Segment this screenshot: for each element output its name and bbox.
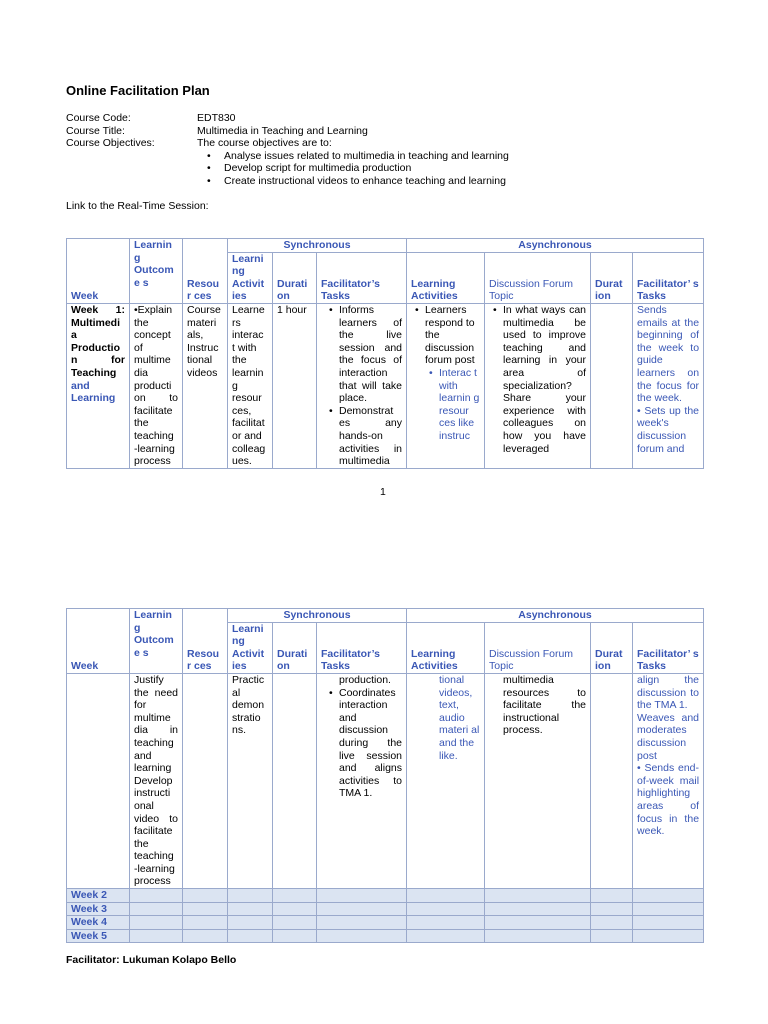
objective-item: • Develop script for multimedia production	[224, 162, 509, 175]
async-duration-cell	[591, 673, 633, 888]
async-learning-cell	[407, 673, 485, 888]
duration-cell: 1 hour	[273, 303, 317, 468]
header-async-facilitators-tasks: Facilitator’ s Tasks	[633, 622, 704, 673]
week-1-title-cont: and Learning	[71, 379, 116, 405]
week-2-label: Week 2	[67, 889, 130, 903]
header-async-duration: Durat ion	[591, 622, 633, 673]
learning-outcome-cell: •Explain the concept of multime dia producti on to facilitate the teaching -learning process	[130, 303, 183, 468]
week-1-title: Week 1: Multimedi a Productio n for Teaching	[71, 303, 125, 379]
header-async-learning-activities: Learning Activities	[407, 252, 485, 303]
async-task-text: align the discussion to the TMA 1.	[637, 673, 700, 712]
page-number: 1	[380, 486, 386, 498]
objective-item: • Create instructional videos to enhance teaching and learning	[224, 175, 509, 188]
header-facilitators-tasks: Facilitator’s Tasks	[317, 622, 407, 673]
discussion-topic-continued: multimedia resources to facilitate the instructional process.	[503, 673, 587, 737]
async-learning-cell	[407, 303, 485, 468]
async-learning-sub-item: • Interac t with learnin g resour ces like instruc	[439, 367, 480, 443]
async-learning-continued: tional videos, text, audio materi al and the like.	[439, 673, 480, 762]
header-async-facilitators-tasks: Facilitator’ s Tasks	[633, 252, 704, 303]
facilitation-table-page1	[66, 238, 704, 469]
async-tasks-cell	[633, 673, 704, 888]
discussion-topic-cell	[485, 303, 591, 468]
facilitator-task-item: • Demonstrat es any hands-on activities in multimedia	[339, 405, 402, 468]
async-task-text: Weaves and moderates discussion post	[637, 711, 700, 762]
header-week: Week	[67, 609, 130, 674]
facilitation-table-page2	[66, 608, 704, 943]
header-learning-activities: Learni ng Activit ies	[228, 252, 273, 303]
facilitator-tasks-cell	[317, 673, 407, 888]
facilitator-task-item: • Informs learners of the live session and the focus of interaction that will take place.	[339, 304, 402, 405]
learning-activities-cell: Learne rs interac t with the learnin g resour ces, facilitat or and colleag ues.	[228, 303, 273, 468]
async-task-text: Sends emails at the beginning of the week to guide learners on the focus for the week.	[637, 303, 700, 405]
course-code: EDT830	[197, 112, 236, 124]
async-task-text: • Sends end-of-week mail highlighting areas of focus in the week.	[637, 762, 700, 838]
learning-outcome-cell: Justify the need for multime dia in teaching and learning Develop instructi onal video to facilitate the teaching -learning process	[130, 673, 183, 888]
header-facilitators-tasks: Facilitator’s Tasks	[317, 252, 407, 303]
async-task-text: • Sets up the week's discussion forum and	[637, 404, 700, 455]
week-4-label: Week 4	[67, 916, 130, 930]
resources-cell: Course materi als, Instruc tional videos	[183, 303, 228, 468]
header-duration: Durati on	[273, 252, 317, 303]
course-title: Multimedia in Teaching and Learning	[197, 124, 368, 137]
header-async-learning-activities: Learning Activities	[407, 622, 485, 673]
real-time-session-link-label: Link to the Real-Time Session:	[66, 200, 209, 212]
objectives-list	[66, 150, 509, 188]
header-learning-outcomes: Learning Outcome s	[130, 239, 183, 304]
async-learning-item: • Learners respond to the discussion forum post	[425, 304, 480, 367]
header-asynchronous: Asynchronous	[407, 609, 704, 623]
header-resources: Resour ces	[183, 239, 228, 304]
async-tasks-cell	[633, 303, 704, 468]
header-duration: Durati on	[273, 622, 317, 673]
week-5-label: Week 5	[67, 929, 130, 943]
header-discussion-topic: Discussion Forum Topic	[485, 622, 591, 673]
learning-activities-cell: Practic al demon stratio ns.	[228, 673, 273, 888]
course-objectives-intro: The course objectives are to:	[197, 137, 332, 150]
page-title: Online Facilitation Plan	[66, 83, 210, 98]
facilitator-task-continued: production.	[339, 673, 391, 686]
week-1-cell	[67, 303, 130, 468]
async-duration-cell	[591, 303, 633, 468]
course-code-label: Course Code:	[66, 112, 131, 124]
facilitator-task-item: • Coordinates interaction and discussion during the live session and aligns activities to TMA 1.	[339, 687, 402, 800]
course-title-label: Course Title:	[66, 124, 125, 137]
week-3-label: Week 3	[67, 902, 130, 916]
course-objectives-label: Course Objectives:	[66, 137, 155, 150]
resources-cell	[183, 673, 228, 888]
header-synchronous: Synchronous	[228, 609, 407, 623]
facilitator-name: Facilitator: Lukuman Kolapo Bello	[66, 954, 237, 966]
header-resources: Resour ces	[183, 609, 228, 674]
header-week: Week	[67, 239, 130, 304]
course-info	[66, 112, 509, 188]
discussion-topic-text: • In what ways can multimedia be used to improve teaching and learning in your area of specialization? Share your experience with colleagues on how you have leveraged	[503, 304, 586, 455]
discussion-topic-cell	[485, 673, 591, 888]
header-discussion-topic: Discussion Forum Topic	[485, 252, 591, 303]
header-learning-outcomes: Learning Outcome s	[130, 609, 183, 674]
header-asynchronous: Asynchronous	[407, 239, 704, 253]
facilitator-tasks-cell	[317, 303, 407, 468]
header-synchronous: Synchronous	[228, 239, 407, 253]
duration-cell	[273, 673, 317, 888]
header-async-duration: Durat ion	[591, 252, 633, 303]
objective-item: • Analyse issues related to multimedia in teaching and learning	[224, 150, 509, 163]
week-cell-continued	[67, 673, 130, 888]
header-learning-activities: Learni ng Activit ies	[228, 622, 273, 673]
